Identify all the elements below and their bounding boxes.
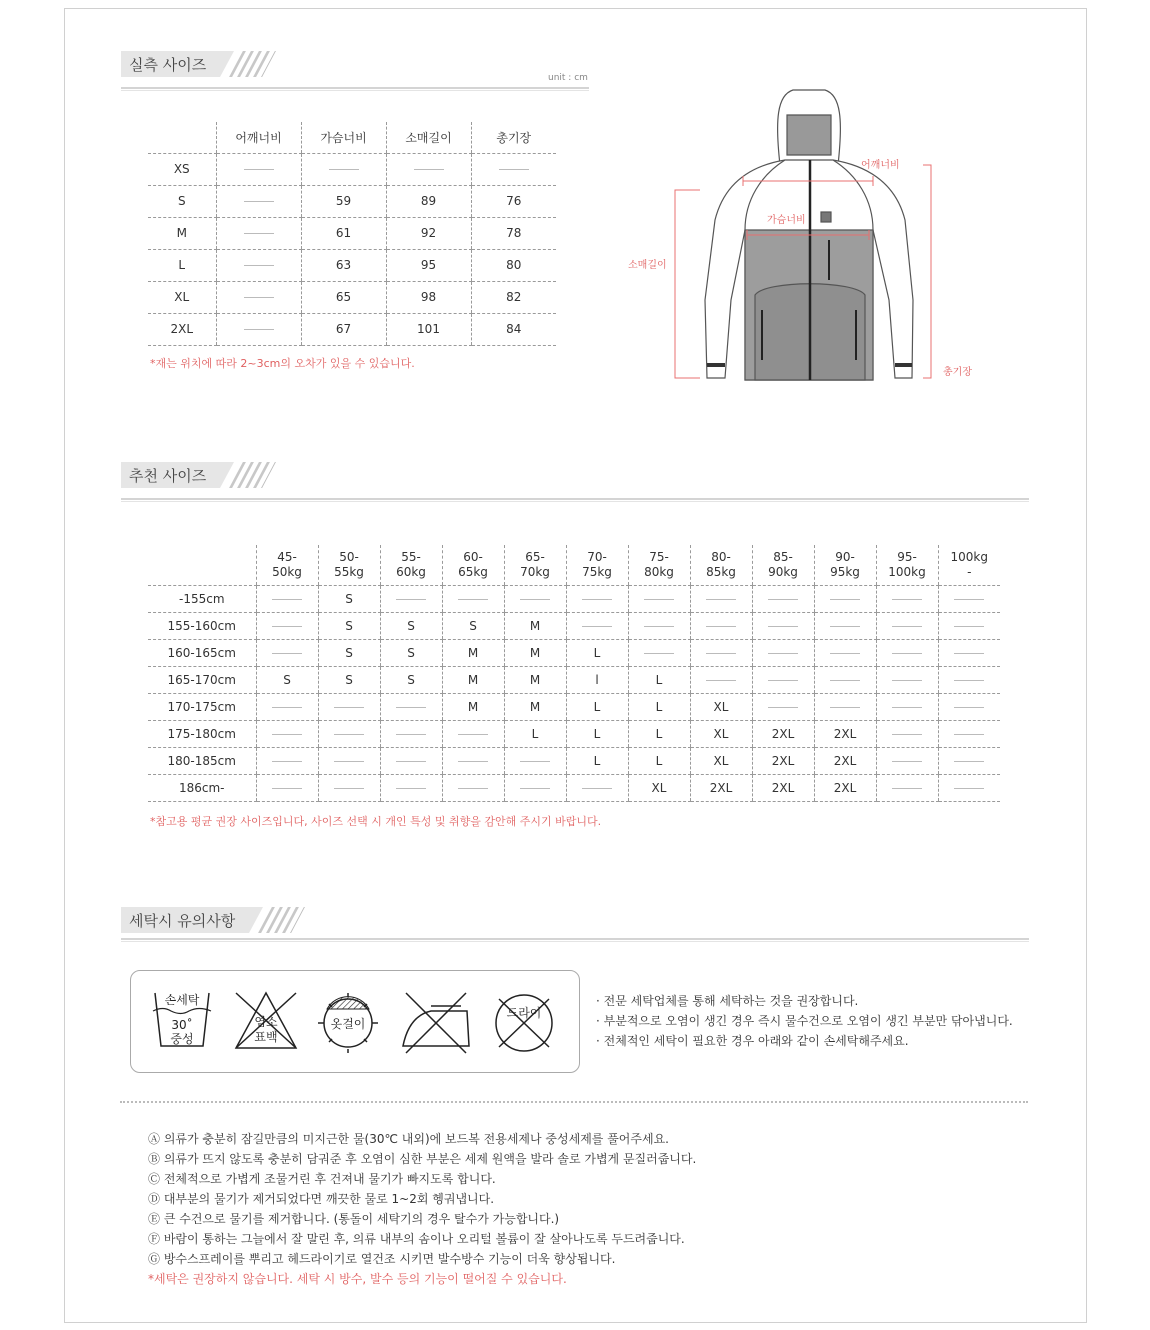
table-cell: [628, 585, 690, 612]
table-cell: 2XL: [752, 747, 814, 774]
empty-dash: [706, 626, 736, 627]
table-cell: [938, 693, 1000, 720]
table-cell: L: [566, 720, 628, 747]
table-cell: [216, 313, 301, 345]
table-cell: [690, 666, 752, 693]
table-cell: [566, 774, 628, 801]
empty-dash: [768, 653, 798, 654]
measurement-note: *재는 위치에 따라 2~3cm의 오차가 있을 수 있습니다.: [150, 357, 415, 370]
table-cell: [380, 774, 442, 801]
care-symbols-box: [130, 970, 580, 1073]
empty-dash: [272, 707, 302, 708]
table-cell: S: [380, 639, 442, 666]
title-slash-decoration: [236, 462, 269, 488]
svg-text:옷걸이: 옷걸이: [330, 1017, 366, 1031]
empty-dash: [954, 761, 984, 762]
step-item: Ⓓ 대부분의 물기가 제거되었다면 깨끗한 물로 1~2회 헹궈냅니다.: [148, 1192, 495, 1206]
height-label: 170-175cm: [148, 693, 256, 720]
empty-dash: [272, 788, 302, 789]
table-cell: [690, 585, 752, 612]
care-instructions: [596, 991, 1013, 1051]
table-row: [148, 720, 1000, 747]
empty-dash: [706, 653, 736, 654]
table-cell: l: [566, 666, 628, 693]
table-cell: 95: [386, 249, 471, 281]
empty-dash: [414, 169, 444, 170]
svg-text:30˚: 30˚: [171, 1018, 193, 1032]
jacket-diagram: [605, 80, 985, 400]
table-cell: S: [256, 666, 318, 693]
size-label: XL: [148, 281, 216, 313]
table-cell: [504, 585, 566, 612]
table-cell: M: [504, 612, 566, 639]
table-cell: [380, 585, 442, 612]
hanger-dry-icon: [318, 993, 378, 1053]
table-cell: [938, 720, 1000, 747]
empty-dash: [244, 233, 274, 234]
table-cell: [256, 693, 318, 720]
table-cell: 92: [386, 217, 471, 249]
table-cell: L: [628, 720, 690, 747]
empty-dash: [706, 680, 736, 681]
table-cell: [566, 585, 628, 612]
empty-dash: [892, 680, 922, 681]
step-item: Ⓑ 의류가 뜨지 않도록 충분히 담궈준 후 오염이 심한 부분은 세제 원액을 발라 솔로 가볍게 문질러줍니다.: [148, 1152, 697, 1166]
table-row: [148, 693, 1000, 720]
diagram-label-length: 총기장: [943, 367, 972, 378]
column-header: 100kg -: [938, 545, 1000, 585]
table-cell: [216, 153, 301, 185]
table-cell: XL: [690, 747, 752, 774]
table-cell: M: [504, 666, 566, 693]
step-item: Ⓕ 바람이 통하는 그늘에서 잘 말린 후, 의류 내부의 솜이나 오리털 볼륨이 잘 살아나도록 두드려줍니다.: [148, 1232, 685, 1246]
empty-dash: [954, 788, 984, 789]
table-cell: [442, 585, 504, 612]
table-cell: L: [628, 666, 690, 693]
empty-dash: [768, 599, 798, 600]
table-cell: S: [380, 612, 442, 639]
table-row: [148, 585, 1000, 612]
table-cell: [752, 693, 814, 720]
column-header: 70- 75kg: [566, 545, 628, 585]
table-cell: [256, 747, 318, 774]
recommended-size-table: [148, 545, 1000, 802]
table-cell: XL: [690, 720, 752, 747]
column-header: 95- 100kg: [876, 545, 938, 585]
section-rule: [121, 498, 1029, 502]
table-cell: [876, 666, 938, 693]
column-header: 45- 50kg: [256, 545, 318, 585]
empty-dash: [396, 734, 426, 735]
empty-dash: [768, 626, 798, 627]
table-row: [148, 747, 1000, 774]
table-row: [148, 217, 556, 249]
empty-dash: [892, 626, 922, 627]
empty-dash: [892, 734, 922, 735]
empty-dash: [244, 329, 274, 330]
table-cell: S: [318, 639, 380, 666]
table-cell: [628, 612, 690, 639]
empty-dash: [244, 201, 274, 202]
empty-dash: [458, 761, 488, 762]
recommendation-note: *참고용 평균 권장 사이즈입니다, 사이즈 선택 시 개인 특성 및 취향을 감안해 주시기 바랍니다.: [150, 815, 602, 828]
table-cell: S: [318, 666, 380, 693]
table-cell: [318, 720, 380, 747]
size-label: XS: [148, 153, 216, 185]
table-cell: [938, 747, 1000, 774]
column-header: 75- 80kg: [628, 545, 690, 585]
empty-dash: [582, 599, 612, 600]
table-row: [148, 185, 556, 217]
table-cell: [318, 693, 380, 720]
empty-dash: [644, 599, 674, 600]
empty-dash: [272, 761, 302, 762]
size-label: S: [148, 185, 216, 217]
table-cell: XL: [628, 774, 690, 801]
svg-text:표백: 표백: [254, 1030, 278, 1044]
column-header: [148, 122, 216, 153]
hand-wash-icon: [153, 992, 211, 1046]
table-cell: S: [380, 666, 442, 693]
table-cell: [938, 585, 1000, 612]
table-cell: [256, 720, 318, 747]
table-cell: [442, 747, 504, 774]
table-cell: 80: [471, 249, 556, 281]
empty-dash: [830, 680, 860, 681]
empty-dash: [334, 788, 364, 789]
table-cell: [690, 639, 752, 666]
table-cell: [814, 639, 876, 666]
section-rule: [121, 938, 1029, 942]
column-header: [148, 545, 256, 585]
table-row: [148, 774, 1000, 801]
table-cell: [938, 639, 1000, 666]
empty-dash: [954, 653, 984, 654]
empty-dash: [458, 734, 488, 735]
table-cell: [938, 774, 1000, 801]
empty-dash: [954, 626, 984, 627]
table-cell: [216, 217, 301, 249]
table-cell: [380, 693, 442, 720]
empty-dash: [329, 169, 359, 170]
svg-text:손세탁: 손세탁: [164, 993, 200, 1007]
table-cell: [256, 612, 318, 639]
empty-dash: [499, 169, 529, 170]
size-label: M: [148, 217, 216, 249]
table-cell: 61: [301, 217, 386, 249]
table-cell: [876, 639, 938, 666]
table-row: [148, 313, 556, 345]
section-title-label: 실측 사이즈: [121, 51, 220, 77]
dotted-divider: [120, 1101, 1028, 1103]
empty-dash: [520, 599, 550, 600]
empty-dash: [334, 761, 364, 762]
column-header: 65- 70kg: [504, 545, 566, 585]
table-cell: 76: [471, 185, 556, 217]
empty-dash: [892, 788, 922, 789]
empty-dash: [954, 707, 984, 708]
table-cell: 65: [301, 281, 386, 313]
empty-dash: [768, 680, 798, 681]
table-cell: 59: [301, 185, 386, 217]
table-cell: [256, 639, 318, 666]
table-cell: 101: [386, 313, 471, 345]
table-cell: L: [566, 747, 628, 774]
empty-dash: [396, 599, 426, 600]
table-cell: 2XL: [814, 774, 876, 801]
empty-dash: [830, 599, 860, 600]
step-item: Ⓐ 의류가 충분히 잠길만큼의 미지근한 물(30℃ 내외)에 보드복 전용세제나 중성세제를 풀어주세요.: [148, 1132, 669, 1146]
column-header: 50- 55kg: [318, 545, 380, 585]
empty-dash: [244, 169, 274, 170]
table-cell: S: [318, 585, 380, 612]
table-cell: [256, 585, 318, 612]
table-cell: 98: [386, 281, 471, 313]
empty-dash: [954, 599, 984, 600]
table-row: [148, 249, 556, 281]
svg-text:드라이: 드라이: [506, 1006, 542, 1020]
table-cell: [876, 693, 938, 720]
no-dry-clean-icon: [496, 995, 552, 1051]
section-title-label: 추천 사이즈: [121, 462, 220, 488]
table-cell: 82: [471, 281, 556, 313]
table-cell: M: [442, 693, 504, 720]
table-cell: L: [628, 693, 690, 720]
step-item: Ⓒ 전체적으로 가볍게 조물거린 후 건져내 물기가 빠지도록 합니다.: [148, 1172, 496, 1186]
table-cell: [318, 747, 380, 774]
washing-steps: [148, 1129, 696, 1289]
table-cell: L: [628, 747, 690, 774]
step-item: Ⓔ 큰 수건으로 물기를 제거합니다. (통돌이 세탁기의 경우 탈수가 가능합니다.): [148, 1212, 560, 1226]
measured-size-table: [148, 122, 556, 346]
svg-text:염소: 염소: [254, 1015, 278, 1029]
table-cell: M: [504, 639, 566, 666]
empty-dash: [396, 761, 426, 762]
empty-dash: [582, 788, 612, 789]
empty-dash: [396, 788, 426, 789]
empty-dash: [458, 599, 488, 600]
empty-dash: [458, 788, 488, 789]
height-label: 160-165cm: [148, 639, 256, 666]
no-bleach-icon: [236, 993, 296, 1048]
table-row: [148, 639, 1000, 666]
table-cell: [318, 774, 380, 801]
table-cell: [876, 747, 938, 774]
table-cell: 2XL: [752, 720, 814, 747]
empty-dash: [892, 599, 922, 600]
table-cell: 78: [471, 217, 556, 249]
height-label: 175-180cm: [148, 720, 256, 747]
height-label: 186cm-: [148, 774, 256, 801]
size-label: 2XL: [148, 313, 216, 345]
care-item: · 전문 세탁업체를 통해 세탁하는 것을 권장합니다.: [596, 994, 859, 1008]
table-cell: [690, 612, 752, 639]
table-cell: [471, 153, 556, 185]
title-slash-decoration: [236, 51, 269, 77]
empty-dash: [892, 653, 922, 654]
diagram-label-shoulder: 어깨너비: [861, 160, 900, 171]
table-cell: M: [504, 693, 566, 720]
table-cell: [442, 720, 504, 747]
table-cell: [876, 585, 938, 612]
table-row: [148, 153, 556, 185]
empty-dash: [334, 707, 364, 708]
empty-dash: [272, 653, 302, 654]
height-label: 180-185cm: [148, 747, 256, 774]
table-cell: [876, 774, 938, 801]
table-cell: [256, 774, 318, 801]
table-cell: [216, 249, 301, 281]
height-label: 165-170cm: [148, 666, 256, 693]
empty-dash: [644, 626, 674, 627]
empty-dash: [892, 761, 922, 762]
section-title-recommended-size: [121, 462, 269, 488]
table-row: [148, 281, 556, 313]
table-cell: 63: [301, 249, 386, 281]
table-cell: [752, 666, 814, 693]
height-label: -155cm: [148, 585, 256, 612]
table-cell: [876, 612, 938, 639]
column-header: 85- 90kg: [752, 545, 814, 585]
column-header: 80- 85kg: [690, 545, 752, 585]
column-header: 총기장: [471, 122, 556, 153]
table-cell: [216, 281, 301, 313]
no-iron-icon: [403, 993, 469, 1053]
empty-dash: [892, 707, 922, 708]
table-cell: [380, 720, 442, 747]
section-rule: [121, 87, 589, 91]
table-cell: L: [504, 720, 566, 747]
table-cell: [386, 153, 471, 185]
empty-dash: [520, 788, 550, 789]
empty-dash: [706, 599, 736, 600]
column-header: 소매길이: [386, 122, 471, 153]
table-cell: M: [442, 666, 504, 693]
section-title-measured-size: [121, 51, 269, 77]
table-cell: XL: [690, 693, 752, 720]
empty-dash: [244, 297, 274, 298]
care-item: · 전체적인 세탁이 필요한 경우 아래와 같이 손세탁해주세요.: [596, 1034, 909, 1048]
column-header: 90- 95kg: [814, 545, 876, 585]
washing-warning: *세탁은 권장하지 않습니다. 세탁 시 방수, 발수 등의 기능이 떨어질 수 있습니다.: [148, 1272, 567, 1286]
empty-dash: [272, 626, 302, 627]
table-cell: 2XL: [690, 774, 752, 801]
column-header: 어깨너비: [216, 122, 301, 153]
section-title-label: 세탁시 유의사항: [121, 907, 249, 933]
step-item: Ⓖ 방수스프레이를 뿌리고 헤드라이기로 열건조 시키면 발수방수 기능이 더욱 향상됩니다.: [148, 1252, 616, 1266]
empty-dash: [520, 761, 550, 762]
empty-dash: [954, 734, 984, 735]
svg-text:중성: 중성: [170, 1032, 194, 1046]
table-cell: 2XL: [752, 774, 814, 801]
table-cell: [380, 747, 442, 774]
table-cell: [876, 720, 938, 747]
table-cell: [938, 666, 1000, 693]
table-row: [148, 666, 1000, 693]
table-cell: [814, 666, 876, 693]
empty-dash: [272, 734, 302, 735]
empty-dash: [644, 653, 674, 654]
table-cell: [814, 612, 876, 639]
empty-dash: [830, 626, 860, 627]
table-cell: M: [442, 639, 504, 666]
table-cell: [442, 774, 504, 801]
table-cell: 89: [386, 185, 471, 217]
care-item: · 부분적으로 오염이 생긴 경우 즉시 물수건으로 오염이 생긴 부분만 닦아냅니다.: [596, 1014, 1013, 1028]
empty-dash: [954, 680, 984, 681]
table-cell: [814, 693, 876, 720]
unit-label: unit : cm: [548, 73, 588, 83]
table-row: [148, 612, 1000, 639]
empty-dash: [334, 734, 364, 735]
table-cell: S: [442, 612, 504, 639]
column-header: 가슴너비: [301, 122, 386, 153]
column-header: 60- 65kg: [442, 545, 504, 585]
empty-dash: [768, 707, 798, 708]
table-cell: [216, 185, 301, 217]
empty-dash: [830, 707, 860, 708]
empty-dash: [396, 707, 426, 708]
empty-dash: [582, 626, 612, 627]
table-cell: [504, 747, 566, 774]
diagram-label-sleeve: 소매길이: [628, 260, 667, 271]
table-cell: [814, 585, 876, 612]
table-cell: [301, 153, 386, 185]
empty-dash: [272, 599, 302, 600]
section-title-washing: [121, 907, 298, 933]
table-cell: [628, 639, 690, 666]
table-cell: [752, 585, 814, 612]
table-cell: 2XL: [814, 720, 876, 747]
table-cell: [752, 612, 814, 639]
table-cell: 67: [301, 313, 386, 345]
table-cell: L: [566, 639, 628, 666]
table-cell: [938, 612, 1000, 639]
diagram-label-chest: 가슴너비: [767, 215, 806, 226]
table-cell: [752, 639, 814, 666]
table-cell: [504, 774, 566, 801]
empty-dash: [830, 653, 860, 654]
title-slash-decoration: [265, 907, 298, 933]
table-cell: 84: [471, 313, 556, 345]
table-cell: L: [566, 693, 628, 720]
empty-dash: [244, 265, 274, 266]
height-label: 155-160cm: [148, 612, 256, 639]
size-label: L: [148, 249, 216, 281]
table-cell: S: [318, 612, 380, 639]
table-cell: 2XL: [814, 747, 876, 774]
table-cell: [566, 612, 628, 639]
column-header: 55- 60kg: [380, 545, 442, 585]
